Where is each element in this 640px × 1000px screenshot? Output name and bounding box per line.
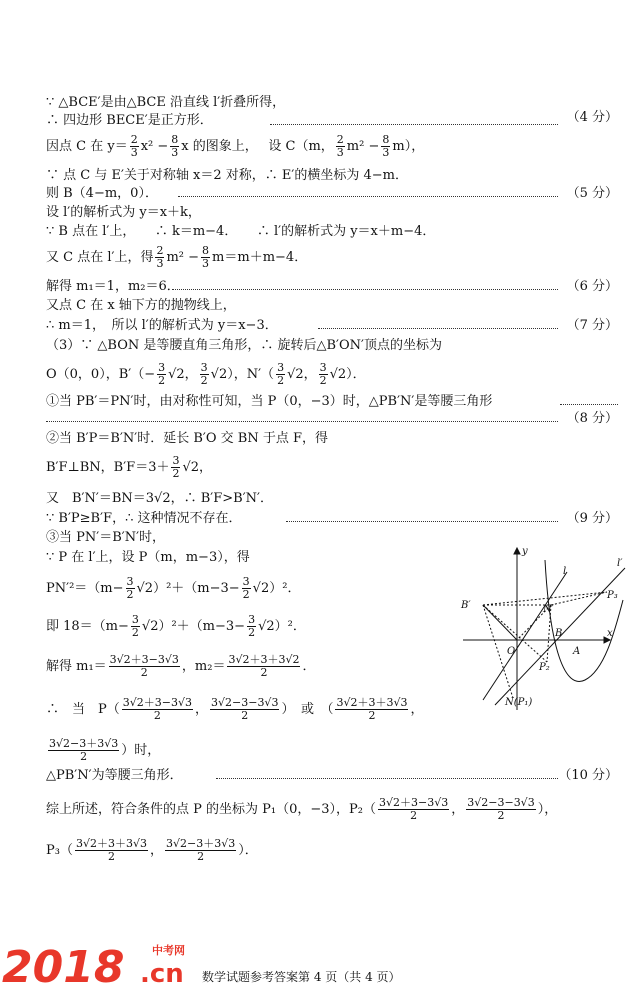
dot-leader [46, 421, 558, 422]
solution-line: O（0，0），B′（− $\frac{3}{2}$ √2， $\frac{3}{2}$ √2），N′（ $\frac{3}{2}$ √2， $\frac{3}{2}$ √2）． [46, 361, 366, 387]
label-n-prime: N′ [543, 604, 555, 615]
score-label: （10 分） [558, 768, 618, 783]
solution-line: ∴ m＝1， 所以 l′的解析式为 y＝x−3． [46, 318, 278, 333]
fraction: $\frac{3}{2}$ [131, 613, 139, 639]
solution-line: （3）∵ △BON 是等腰直角三角形，∴ 旋转后△B′ON′顶点的坐标为 [46, 338, 442, 353]
solution-line: 又点 C 在 x 轴下方的抛物线上， [46, 298, 236, 313]
solution-line: ∴ 当 P（ $\frac{3√2+3-3√3}{2}$ ， $\frac{3√2-3-3√3}{2}$ ） 或 （ $\frac{3√2+3+3√3}{2}$ ， [46, 696, 424, 722]
fraction: $\frac{3}{2}$ [319, 361, 327, 387]
site-logo [0, 938, 210, 988]
label-p2: P₂ [539, 662, 550, 673]
label-b-prime: B′ [461, 600, 471, 611]
label-x: x [607, 628, 613, 639]
fraction: $\frac{3}{2}$ [172, 454, 180, 480]
score-label: （6 分） [566, 279, 618, 294]
label-l: l [563, 566, 567, 577]
page-footer: 数学试题参考答案第 4 页（共 4 页） [202, 970, 401, 984]
fraction: $\frac{3√2-3+3√3}{2}$ [166, 837, 236, 863]
solution-line: 综上所述，符合条件的点 P 的坐标为 P₁（0，−3），P₂（ $\frac{3√2+3-3√3}{2}$ ， $\frac{3√2-3-3√3}{2}$ ）， [46, 796, 558, 822]
solution-line: 解得 m₁＝ $\frac{3√2+3-3√3}{2}$ ，m₂＝ $\frac{3√2+3+3√2}{2}$ ． [46, 653, 316, 679]
dot-leader [318, 328, 558, 329]
fraction: $\frac{3}{2}$ [200, 361, 208, 387]
fraction: $\frac{3}{2}$ [158, 361, 166, 387]
solution-line: ∵ B 点在 l′上， ∴ k＝m−4． ∴ l′的解析式为 y＝x＋m−4． [46, 224, 436, 239]
fraction: $\frac{3√2-3+3√3}{2}$ [49, 737, 119, 763]
solution-line: PN′²＝（m− $\frac{3}{2}$ √2）²＋（m−3− $\frac{3}{2}$ √2）²． [46, 575, 301, 601]
fraction: $\frac{3√2+3-3√3}{2}$ [122, 696, 192, 722]
fraction: $\frac{2}{3}$ [336, 133, 344, 159]
solution-line: ∵ 点 C 与 E′关于对称轴 x＝2 对称，∴ E′的横坐标为 4−m． [46, 168, 408, 183]
label-l-prime: l′ [617, 558, 623, 569]
geometry-figure [455, 540, 635, 715]
label-p3: P₃ [607, 590, 618, 601]
fraction: $\frac{8}{3}$ [171, 133, 179, 159]
fraction: $\frac{3√2+3-3√3}{2}$ [109, 653, 179, 679]
solution-line: △PB′N′为等腰三角形． [46, 768, 183, 783]
fraction: $\frac{3}{2}$ [126, 575, 134, 601]
solution-line: ①当 PB′＝PN′时，由对称性可知，当 P（0，−3）时，△PB′N′是等腰三角形 [46, 394, 493, 409]
label-n: N(P₁) [505, 697, 533, 708]
solution-line: ∵ B′P≥B′F，∴ 这种情况不存在． [46, 511, 242, 526]
solution-line: ∵ P 在 l′上，设 P（m，m−3），得 [46, 550, 250, 565]
fraction: $\frac{8}{3}$ [382, 133, 390, 159]
solution-line: ②当 B′P＝B′N′时．延长 B′O 交 BN 于点 F，得 [46, 431, 328, 446]
svg-text:.cn: .cn [140, 959, 184, 988]
solution-line: 又 C 点在 l′上，得 $\frac{2}{3}$ m² − $\frac{8}{3}$ m＝m＋m−4． [46, 244, 308, 270]
fraction: $\frac{3√2+3+3√2}{2}$ [228, 653, 300, 679]
score-label: （5 分） [566, 186, 618, 201]
label-y: y [522, 546, 528, 557]
fraction: $\frac{3√2+3-3√3}{2}$ [379, 796, 449, 822]
solution-line: ∴ 四边形 BECE′是正方形． [46, 113, 213, 128]
solution-line: ∵ △BCE′是由△BCE 沿直线 l′折叠所得， [46, 95, 286, 110]
solution-line: 因点 C 在 y＝ $\frac{2}{3}$ x² − $\frac{8}{3}$ x 的图象上， 设 C（m， $\frac{2}{3}$ m² − $\frac{8}{3}$ m）， [46, 133, 425, 159]
fraction: $\frac{8}{3}$ [202, 244, 210, 270]
solution-line: 解得 m₁＝1，m₂＝6． [46, 279, 180, 294]
svg-text:中考网: 中考网 [152, 944, 185, 957]
fraction: $\frac{2}{3}$ [130, 133, 138, 159]
score-label: （4 分） [566, 110, 618, 125]
solution-line: $\frac{3√2-3+3√3}{2}$ ）时， [49, 737, 161, 763]
dot-leader [216, 778, 558, 779]
parabola [545, 560, 623, 682]
label-a: A [573, 646, 581, 657]
dot-leader [286, 521, 558, 522]
fraction: $\frac{3√2+3+3√3}{2}$ [75, 837, 147, 863]
fraction: $\frac{3√2+3+3√3}{2}$ [336, 696, 408, 722]
fraction: $\frac{3√2-3-3√3}{2}$ [211, 696, 279, 722]
svg-text:2018: 2018 [2, 942, 125, 988]
fraction: $\frac{3}{2}$ [242, 575, 250, 601]
solution-line: 则 B（4−m，0）． [46, 186, 158, 201]
fraction: $\frac{2}{3}$ [156, 244, 164, 270]
dashed-n-prime-p3 [551, 592, 607, 605]
score-label: （8 分） [566, 411, 618, 426]
dot-leader [178, 196, 558, 197]
solution-line: P₃（ $\frac{3√2+3+3√3}{2}$ ， $\frac{3√2-3+3√3}{2}$ ）． [46, 837, 258, 863]
dot-leader [560, 404, 618, 405]
dot-leader [270, 124, 558, 125]
dot-leader [172, 289, 558, 290]
segment-b-prime-o [483, 605, 517, 640]
fraction: $\frac{3}{2}$ [277, 361, 285, 387]
fraction: $\frac{3√2-3-3√3}{2}$ [467, 796, 535, 822]
label-o: O [507, 646, 516, 657]
score-label: （7 分） [566, 318, 618, 333]
fraction: $\frac{3}{2}$ [248, 613, 256, 639]
solution-line: 即 18＝（m− $\frac{3}{2}$ √2）²＋（m−3− $\frac{3}{2}$ √2）²． [46, 613, 306, 639]
solution-line: B′F⊥BN，B′F＝3＋ $\frac{3}{2}$ √2， [46, 454, 213, 480]
label-b: B [555, 628, 563, 639]
solution-line: ③当 PN′＝B′N′时， [46, 530, 166, 545]
solution-line: 又 B′N′＝BN＝3√2，∴ B′F>B′N′． [46, 491, 273, 506]
score-label: （9 分） [566, 511, 618, 526]
solution-line: 设 l′的解析式为 y＝x＋k， [46, 205, 201, 220]
